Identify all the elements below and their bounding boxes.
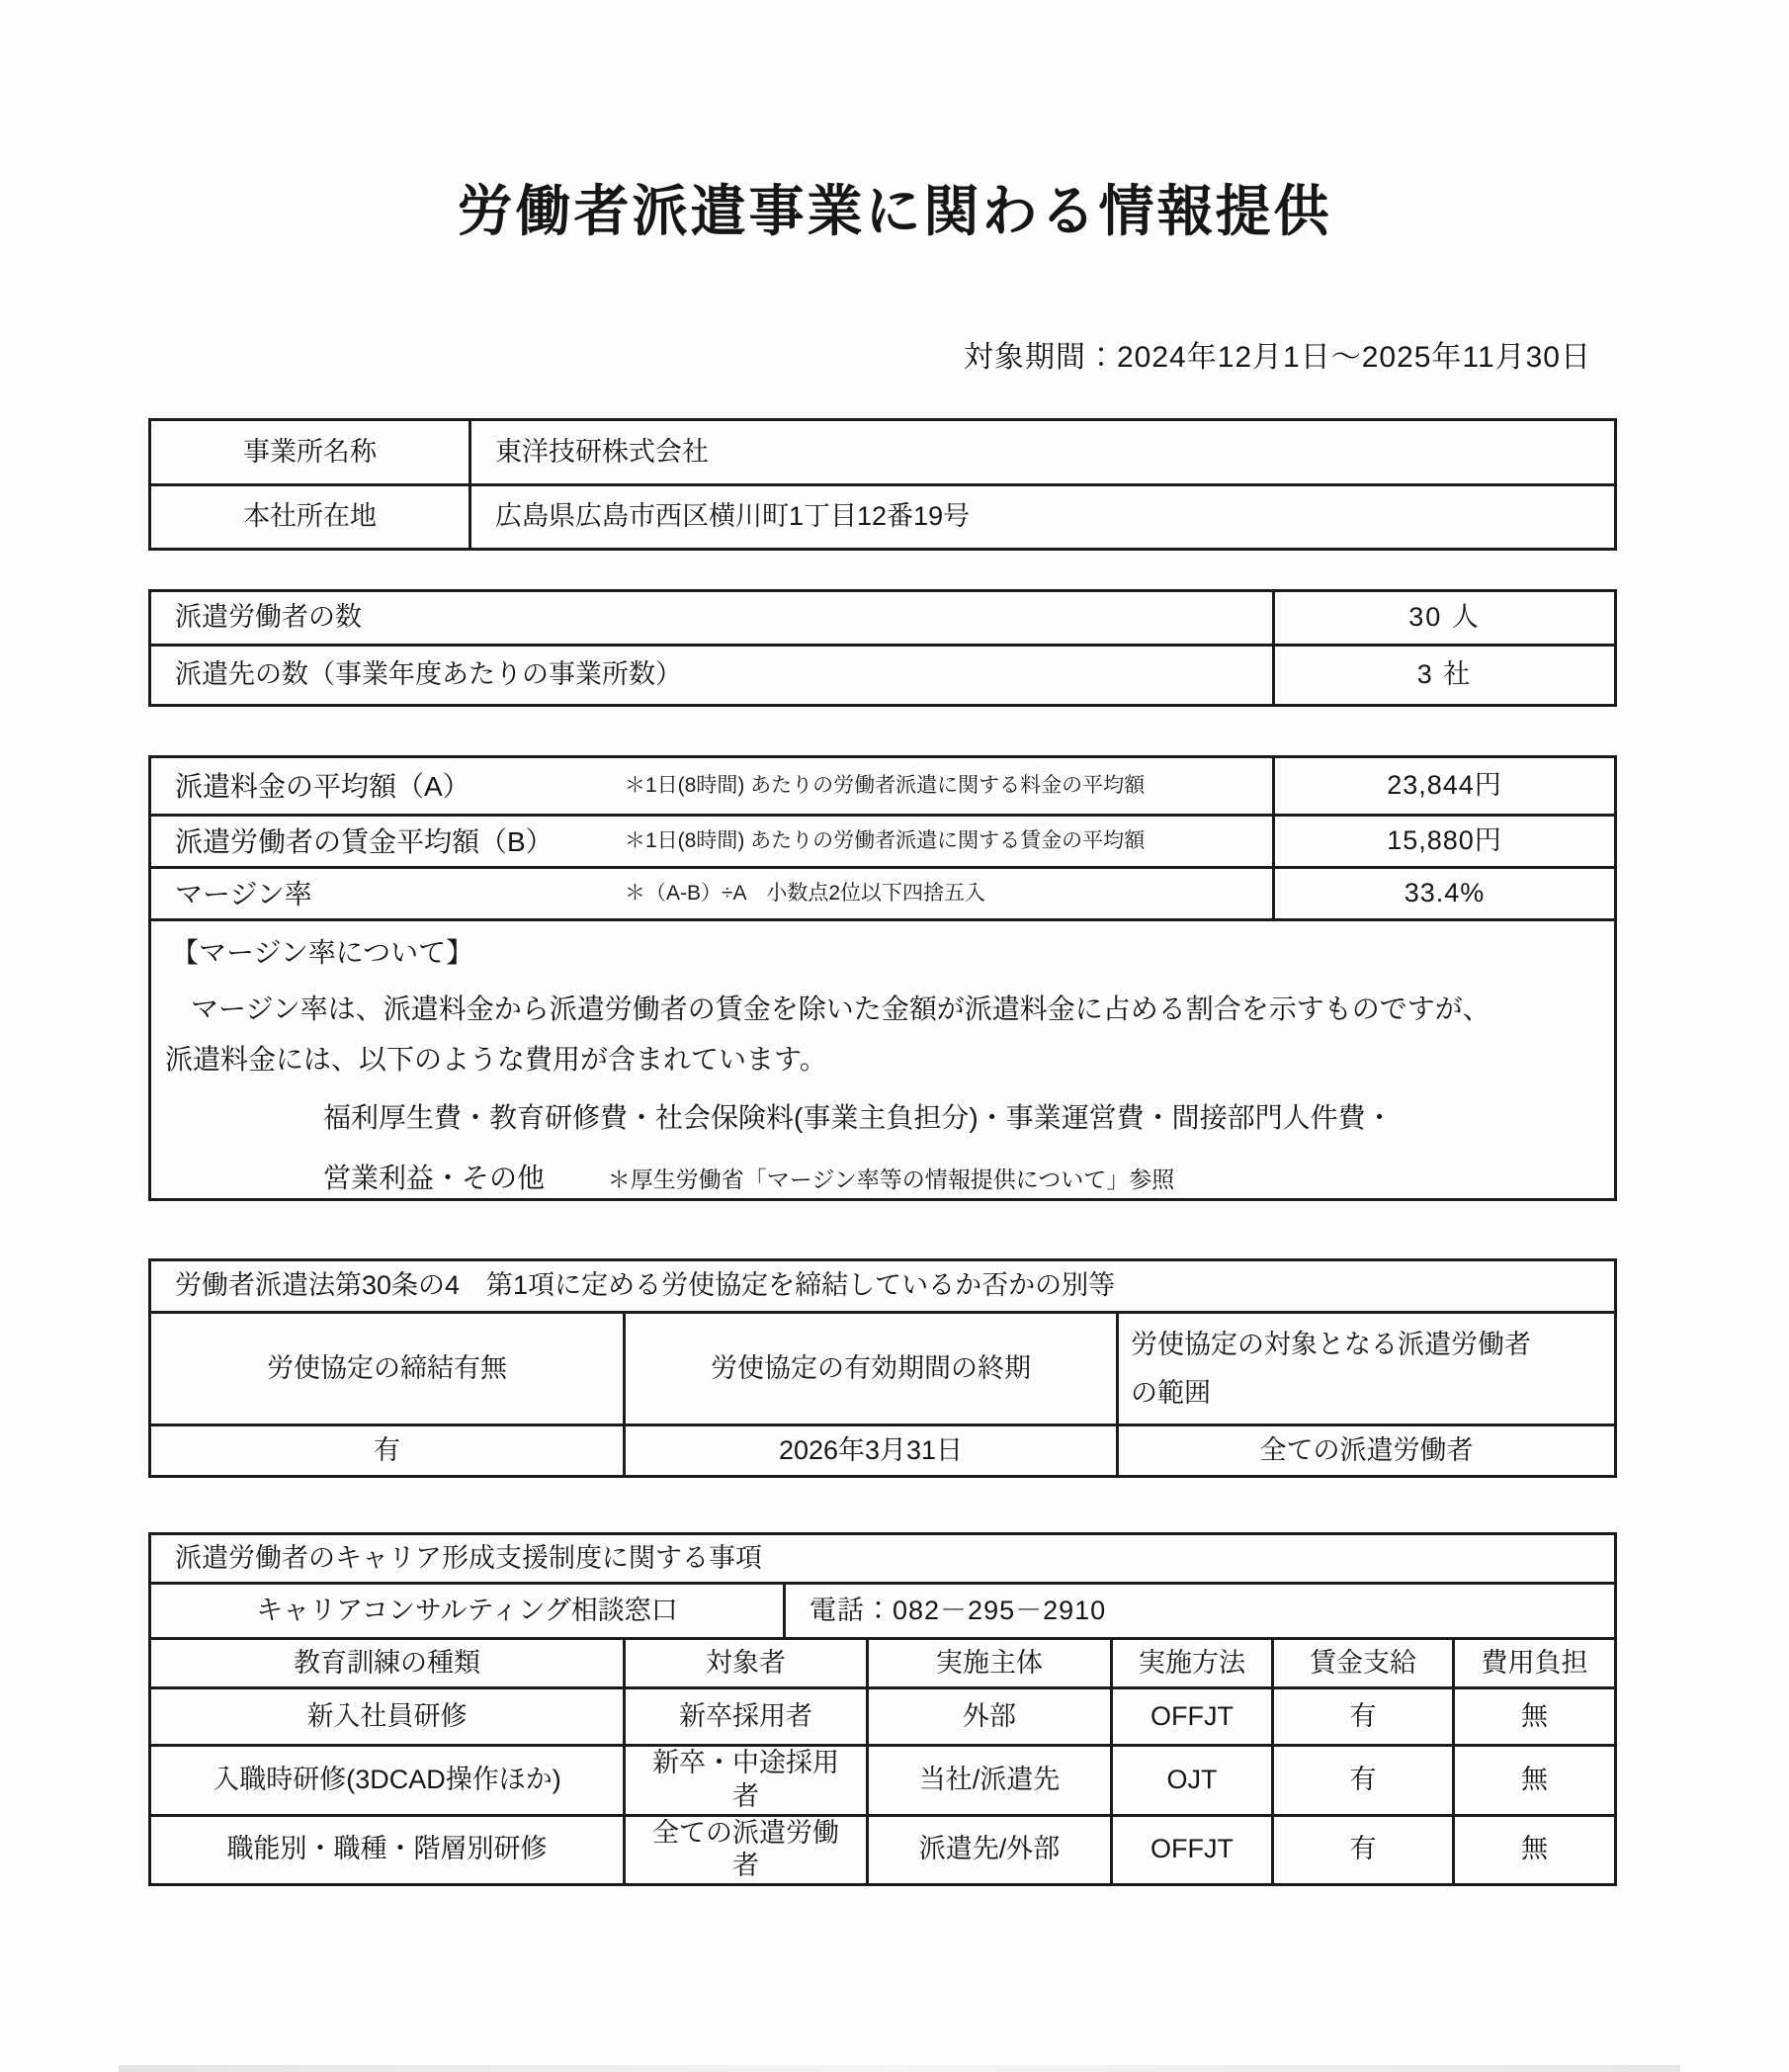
career-training-table — [148, 1637, 1617, 1886]
table-row — [150, 868, 1616, 920]
training-wage-paid: 有 — [1273, 1815, 1454, 1885]
table-row — [150, 1534, 1616, 1584]
training-wage-paid: 有 — [1273, 1688, 1454, 1746]
table-row — [150, 485, 1616, 550]
training-provider: 当社/派遣先 — [868, 1746, 1112, 1816]
col-training-type: 教育訓練の種類 — [150, 1639, 625, 1688]
margin-about-line3: 福利厚生費・教育研修費・社会保険料(事業主負担分)・事業運営費・間接部門人件費・ — [323, 1102, 1394, 1133]
agreement-expiry-value: 2026年3月31日 — [625, 1425, 1118, 1477]
table-row — [150, 591, 1616, 646]
career-section-header: 派遣労働者のキャリア形成支援制度に関する事項 — [150, 1534, 1616, 1584]
table-row — [150, 1584, 1616, 1639]
agreement-col-expiry: 労使協定の有効期間の終期 — [625, 1313, 1118, 1425]
workers-count-label: 派遣労働者の数 — [150, 591, 1274, 646]
consult-window-label: キャリアコンサルティング相談窓口 — [150, 1584, 785, 1639]
col-target: 対象者 — [625, 1639, 868, 1688]
training-type: 新入社員研修 — [150, 1688, 625, 1746]
training-provider: 派遣先/外部 — [868, 1815, 1112, 1885]
clients-count-value: 3 社 — [1274, 646, 1616, 706]
target-period: 対象期間：2024年12月1日～2025年11月30日 — [963, 341, 1591, 374]
training-type: 入職時研修(3DCAD操作ほか) — [150, 1746, 625, 1816]
office-address-value: 広島県広島市西区横川町1丁目12番19号 — [470, 485, 1616, 550]
agreement-col-scope: 労使協定の対象となる派遣労働者の範囲 — [1118, 1313, 1616, 1425]
col-provider: 実施主体 — [868, 1639, 1112, 1688]
training-target: 新卒・中途採用者 — [625, 1746, 868, 1816]
table-row — [150, 1746, 1616, 1816]
margin-about-title: 【マージン率について】 — [171, 937, 474, 968]
wage-average-value: 15,880円 — [1274, 816, 1616, 868]
training-target: 全ての派遣労働者 — [625, 1815, 868, 1885]
margin-about-reference: ＊厚生労働省「マージン率等の情報提供について」参照 — [607, 1166, 1175, 1192]
wage-average-label: 派遣労働者の賃金平均額（B） — [175, 825, 554, 857]
office-name-label: 事業所名称 — [150, 420, 470, 485]
page-title: 労働者派遣事業に関わる情報提供 — [457, 180, 1332, 242]
table-row — [150, 1260, 1616, 1313]
agreement-scope-value: 全ての派遣労働者 — [1118, 1425, 1616, 1477]
fee-average-value: 23,844円 — [1274, 757, 1616, 816]
margin-rate-note: ＊（A-B）÷A 小数点2位以下四捨五入 — [625, 881, 986, 905]
career-consult-table — [148, 1582, 1617, 1640]
labor-agreement-table — [148, 1258, 1617, 1478]
clients-count-label: 派遣先の数（事業年度あたりの事業所数） — [150, 646, 1274, 706]
agreement-section-header: 労働者派遣法第30条の4 第1項に定める労使協定を締結しているか否かの別等 — [150, 1260, 1616, 1313]
table-row — [150, 646, 1616, 706]
table-row — [150, 1425, 1616, 1477]
agreement-col-existence: 労使協定の締結有無 — [150, 1313, 625, 1425]
training-method: OJT — [1112, 1746, 1273, 1816]
training-cost-burden: 無 — [1454, 1746, 1616, 1816]
consult-phone: 電話：082－295－2910 — [785, 1584, 1616, 1639]
scan-artifact — [119, 2065, 1680, 2072]
margin-rate-cell — [150, 868, 1274, 920]
col-method: 実施方法 — [1112, 1639, 1273, 1688]
margin-about-line4 — [323, 1161, 1600, 1195]
margin-about-line2: 派遣料金には、以下のような費用が含まれています。 — [165, 1044, 827, 1075]
table-row — [150, 420, 1616, 485]
col-cost-burden: 費用負担 — [1454, 1639, 1616, 1688]
table-row — [150, 1815, 1616, 1885]
col-wage-paid: 賃金支給 — [1273, 1639, 1454, 1688]
training-cost-burden: 無 — [1454, 1688, 1616, 1746]
career-header-table — [148, 1532, 1617, 1585]
training-cost-burden: 無 — [1454, 1815, 1616, 1885]
training-method: OFFJT — [1112, 1688, 1273, 1746]
margin-rate-table — [148, 755, 1617, 1201]
office-address-label: 本社所在地 — [150, 485, 470, 550]
table-row — [150, 757, 1616, 816]
fee-average-note: ＊1日(8時間) あたりの労働者派遣に関する料金の平均額 — [625, 773, 1146, 797]
career-support-section — [148, 1532, 1614, 1886]
training-wage-paid: 有 — [1273, 1746, 1454, 1816]
margin-rate-value: 33.4% — [1274, 868, 1616, 920]
table-header-row — [150, 1639, 1616, 1688]
training-target: 新卒採用者 — [625, 1688, 868, 1746]
office-info-table — [148, 418, 1617, 551]
training-method: OFFJT — [1112, 1815, 1273, 1885]
workers-count-value: 30 人 — [1274, 591, 1616, 646]
training-provider: 外部 — [868, 1688, 1112, 1746]
margin-about-line4-label: 営業利益・その他 — [323, 1163, 546, 1193]
margin-about-line1: マージン率は、派遣料金から派遣労働者の賃金を除いた金額が派遣料金に占める割合を示すものですが、 — [191, 993, 1491, 1024]
table-row — [150, 1313, 1616, 1425]
wage-average-note: ＊1日(8時間) あたりの労働者派遣に関する賃金の平均額 — [625, 828, 1146, 852]
office-name-value: 東洋技研株式会社 — [470, 420, 1616, 485]
fee-average-cell — [150, 757, 1274, 816]
agreement-existence-value: 有 — [150, 1425, 625, 1477]
fee-average-label: 派遣料金の平均額（A） — [175, 770, 470, 802]
training-type: 職能別・職種・階層別研修 — [150, 1815, 625, 1885]
margin-explanation-cell — [150, 920, 1616, 1200]
table-row — [150, 920, 1616, 1200]
margin-rate-label: マージン率 — [175, 878, 312, 909]
wage-average-cell — [150, 816, 1274, 868]
table-row — [150, 1688, 1616, 1746]
table-row — [150, 816, 1616, 868]
dispatch-counts-table — [148, 589, 1617, 707]
